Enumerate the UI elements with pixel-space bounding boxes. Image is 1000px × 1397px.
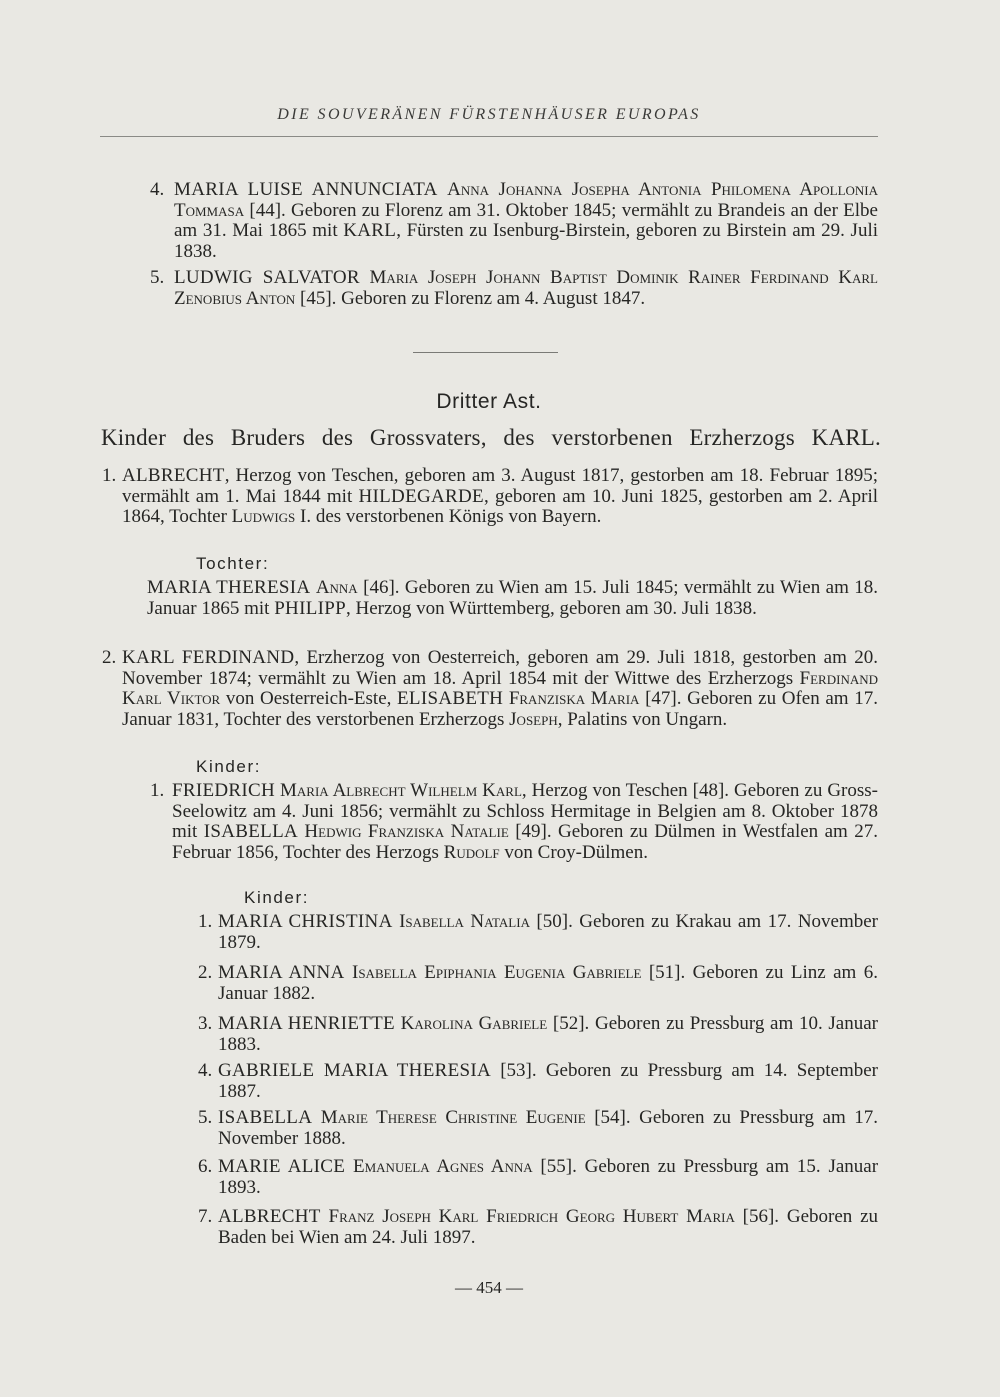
entry-maria-theresia (147, 578, 878, 619)
person-name: MARIA HENRIETTE (218, 1013, 395, 1034)
entry-text: von Croy-Dülmen. (499, 841, 648, 863)
page-number: — 454 — (455, 1278, 523, 1297)
given-names: Maria Albrecht Wilhelm Karl (279, 780, 522, 801)
entry-number: 5. (150, 267, 165, 288)
father-name: Joseph (509, 708, 558, 730)
person-name: ISABELLA (218, 1107, 313, 1128)
running-header: DIE SOUVERÄNEN FÜRSTENHÄUSER EUROPAS (277, 106, 701, 123)
entry-text: [44]. Geboren zu Florenz am 31. Oktober 1845; vermählt zu Brandeis an der Elbe am 31. Mai 1865 mit (174, 199, 878, 241)
spouse-name: HILDEGARDE (358, 485, 484, 507)
daughter-label: Tochter: (196, 554, 270, 573)
entry-text: [49]. Geboren zu Dülmen in Westfalen am 27. Februar 1856, Tochter des Herzogs (172, 821, 878, 863)
entry-maria-luise (174, 180, 878, 262)
entry-number: 7. (198, 1206, 213, 1227)
child-entry (218, 1157, 878, 1198)
given-names: Isabella Natalia (399, 911, 530, 932)
entry-text: , Herzog von Teschen, geboren am 3. August 1817, gestorben am 18. Februar 1895; vermählt am 1. Mai 1844 mit (122, 465, 878, 507)
entry-text: von Oesterreich-Este, (220, 688, 398, 709)
given-names: Karolina Gabriele (400, 1013, 548, 1034)
person-name: MARIA LUISE ANNUNCIATA (174, 179, 438, 200)
entry-number: 6. (198, 1156, 213, 1177)
entry-number: 1. (102, 465, 117, 486)
spouse-name: KARL (343, 220, 397, 241)
spouse-name: PHILIPP (274, 597, 346, 619)
child-entry (218, 1108, 878, 1149)
spouse-name: ELISABETH (397, 688, 504, 709)
entry-number: 4. (198, 1060, 213, 1081)
section-separator (413, 352, 558, 353)
entry-text: [45]. Geboren zu Florenz am 4. August 1847. (295, 287, 646, 309)
entry-text: , Herzog von Teschen [48]. Geboren zu Gross-Seelowitz am 4. Juni 1856; vermählt zu Schloss Hermitage in Belgien am 8. Oktober 1878 mit (172, 780, 878, 842)
child-entry (218, 912, 878, 953)
person-name: LUDWIG SALVATOR (174, 267, 360, 288)
entry-text: , Erzherzog von Oesterreich, geboren am 29. Juli 1818, gestorben am 20. November 1874; vermählt zu Wien am 18. April 1854 mit der Wittwe des Erzherzogs (122, 647, 878, 689)
entry-text: [52]. Geboren zu Pressburg am 10. Januar 1883. (218, 1013, 879, 1055)
child-entry (218, 1207, 878, 1248)
entry-text: [47]. Geboren zu Ofen am 17. Januar 1831, Tochter des verstorbenen Erzherzogs (122, 688, 878, 730)
entry-karl-ferdinand (122, 648, 878, 730)
father-name: Rudolf (443, 841, 500, 863)
child-entry (218, 963, 878, 1004)
child-entry (218, 1014, 878, 1055)
child-entry (218, 1061, 878, 1102)
section-title: Dritter Ast. (436, 390, 542, 413)
entry-text: I. des verstorbenen Königs von Bayern. (295, 506, 602, 527)
person-name: MARIE ALICE (218, 1156, 346, 1177)
person-name: ALBRECHT (218, 1206, 321, 1227)
entry-number: 1. (150, 780, 165, 801)
given-names: Anna Johanna Josepha Antonia Philomena Apollonia Tommasa (174, 179, 878, 221)
entry-text: [51]. Geboren zu Linz am 6. Januar 1882. (218, 962, 879, 1004)
given-names: Anna (315, 577, 358, 598)
person-name: MARIA THERESIA (147, 577, 311, 598)
entry-text: , Herzog von Württemberg, geboren am 30. Juli 1838. (345, 597, 757, 619)
entry-number: 2. (102, 647, 117, 668)
person-name: KARL FERDINAND (122, 647, 295, 668)
given-names: Maria Joseph Johann Baptist Dominik Rainer Ferdinand Karl Zenobius Anton (174, 267, 878, 309)
given-names: Ferdinand Karl Viktor (122, 667, 878, 709)
given-names: Franz Joseph Karl Friedrich Georg Hubert Maria (328, 1206, 735, 1227)
given-names: Marie Therese Christine Eugenie (320, 1107, 586, 1128)
entry-number: 3. (198, 1013, 213, 1034)
entry-text: [53]. Geboren zu Pressburg am 14. September 1887. (218, 1060, 878, 1102)
entry-text: [56]. Geboren zu Baden bei Wien am 24. Juli 1897. (218, 1206, 878, 1248)
section-subtitle: Kinder des Bruders des Grossvaters, des verstorbenen Erzherzogs KARL. (101, 425, 881, 450)
entry-albrecht (122, 466, 878, 528)
entry-ludwig-salvator (174, 268, 878, 309)
spouse-name: ISABELLA (203, 821, 298, 842)
entry-text: [54]. Geboren zu Pressburg am 17. November 1888. (218, 1107, 878, 1149)
person-name: MARIA CHRISTINA (218, 911, 393, 932)
father-name: Ludwigs (231, 506, 296, 527)
person-name: MARIA ANNA (218, 962, 345, 983)
entry-text: [50]. Geboren zu Krakau am 17. November 1879. (218, 911, 879, 953)
given-names: Isabella Epiphania Eugenia Gabriele (352, 962, 642, 983)
children-label: Kinder: (244, 888, 310, 907)
entry-number: 5. (198, 1107, 213, 1128)
person-name: FRIEDRICH (172, 780, 275, 801)
entry-friedrich (172, 781, 878, 863)
entry-text: , Palatins von Ungarn. (557, 708, 728, 730)
person-name: GABRIELE MARIA THERESIA (218, 1060, 492, 1081)
entry-text: , Fürsten zu Isenburg-Birstein, geboren zu Birstein am 29. Juli 1838. (174, 220, 878, 262)
children-label: Kinder: (196, 757, 262, 776)
entry-number: 2. (198, 962, 213, 983)
entry-text: [55]. Geboren zu Pressburg am 15. Januar 1893. (218, 1156, 879, 1198)
given-names: Emanuela Agnes Anna (353, 1156, 533, 1177)
header-rule (100, 136, 878, 137)
given-names: Franziska Maria (503, 688, 640, 709)
entry-text: , geboren am 10. Juni 1825, gestorben am 2. April 1864, Tochter (122, 485, 878, 527)
entry-number: 1. (198, 911, 213, 932)
given-names: Hedwig Franziska Natalie (298, 821, 509, 842)
person-name: ALBRECHT (122, 465, 225, 486)
entry-number: 4. (150, 179, 165, 200)
entry-text: [46]. Geboren zu Wien am 15. Juli 1845; vermählt zu Wien am 18. Januar 1865 mit (147, 577, 879, 619)
